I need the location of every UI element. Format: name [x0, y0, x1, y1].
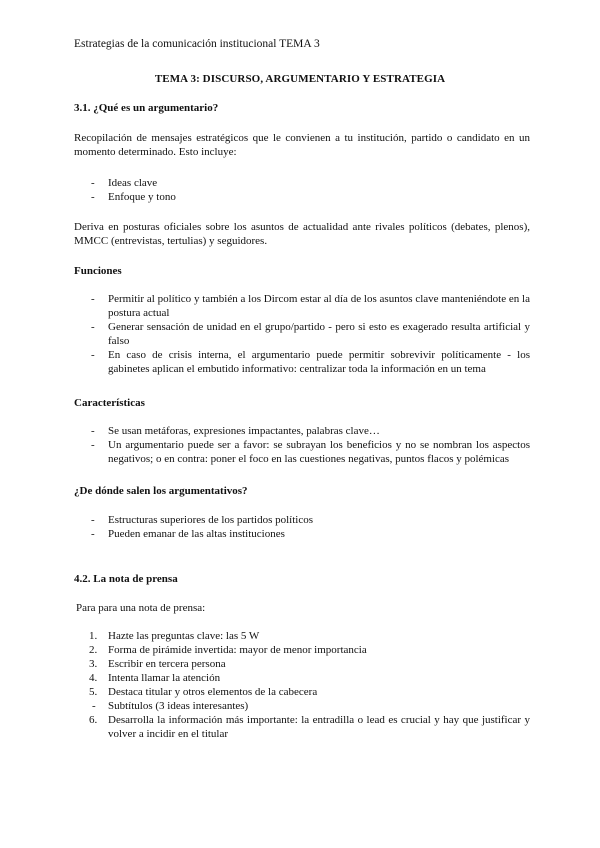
- funciones-heading: Funciones: [74, 265, 122, 277]
- section-3-1-list: [74, 176, 530, 204]
- numbered-item: 5. Destaca titular y otros elementos de la cabecera: [89, 686, 318, 698]
- list-item: - Pueden emanar de las altas instituciones: [74, 527, 530, 541]
- nota-prensa-steps: [74, 629, 530, 741]
- page-title: TEMA 3: DISCURSO, ARGUMENTARIO Y ESTRATEGIA: [154, 73, 446, 85]
- sub-item: - Subtítulos (3 ideas interesantes): [74, 699, 530, 713]
- section-4-2-intro: Para para una nota de prensa:: [76, 602, 206, 614]
- section-heading-3-1: 3.1. ¿Qué es un argumentario?: [74, 102, 219, 114]
- list-item: - Enfoque y tono: [74, 190, 530, 204]
- list-item: - Estructuras superiores de los partidos políticos: [74, 513, 530, 527]
- running-header: Estrategias de la comunicación institucional TEMA 3: [74, 38, 320, 50]
- funciones-list: [74, 292, 530, 376]
- origen-list: [74, 513, 530, 541]
- numbered-item: 4. Intenta llamar la atención: [89, 672, 221, 684]
- section-heading-4-2: 4.2. La nota de prensa: [74, 573, 178, 585]
- numbered-item: 2. Forma de pirámide invertida: mayor de menor importancia: [89, 644, 367, 656]
- section-3-1-intro: Recopilación de mensajes estratégicos que le convienen a tu institución, partido o candidato en un momento determinado. Esto incluye:: [74, 132, 530, 158]
- list-item: - En caso de crisis interna, el argumentario puede permitir sobrevivir políticamente - los gabinetes aplican el embutido informativo: centralizar toda la información en un tema: [74, 348, 530, 376]
- list-item: - Ideas clave: [74, 176, 530, 190]
- section-3-1-paragraph: Deriva en posturas oficiales sobre los asuntos de actualidad ante rivales políticos (debates, plenos), MMCC (entrevistas, tertulias) y seguidores.: [74, 221, 530, 247]
- list-item: - Permitir al político y también a los Dircom estar al día de los asuntos clave manteniéndote en la postura actual: [74, 292, 530, 320]
- caracteristicas-list: [74, 424, 530, 466]
- origen-heading: ¿De dónde salen los argumentativos?: [74, 485, 248, 497]
- list-item: - Se usan metáforas, expresiones impactantes, palabras clave…: [74, 424, 530, 438]
- numbered-item: 1. Hazte las preguntas clave: las 5 W: [89, 630, 260, 642]
- list-item: - Un argumentario puede ser a favor: se subrayan los beneficios y no se nombran los aspectos negativos; o en contra: poner el foco en las cuestiones negativas, puntos flacos y polémicas: [74, 438, 530, 466]
- caracteristicas-heading: Características: [74, 397, 145, 409]
- numbered-item: 6. Desarrolla la información más importante: la entradilla o lead es crucial y hay que justificar y volver a incidir en el titular: [89, 714, 530, 740]
- list-item: - Generar sensación de unidad en el grupo/partido - pero si esto es exagerado resulta artificial y falso: [74, 320, 530, 348]
- numbered-item: 3. Escribir en tercera persona: [89, 658, 226, 670]
